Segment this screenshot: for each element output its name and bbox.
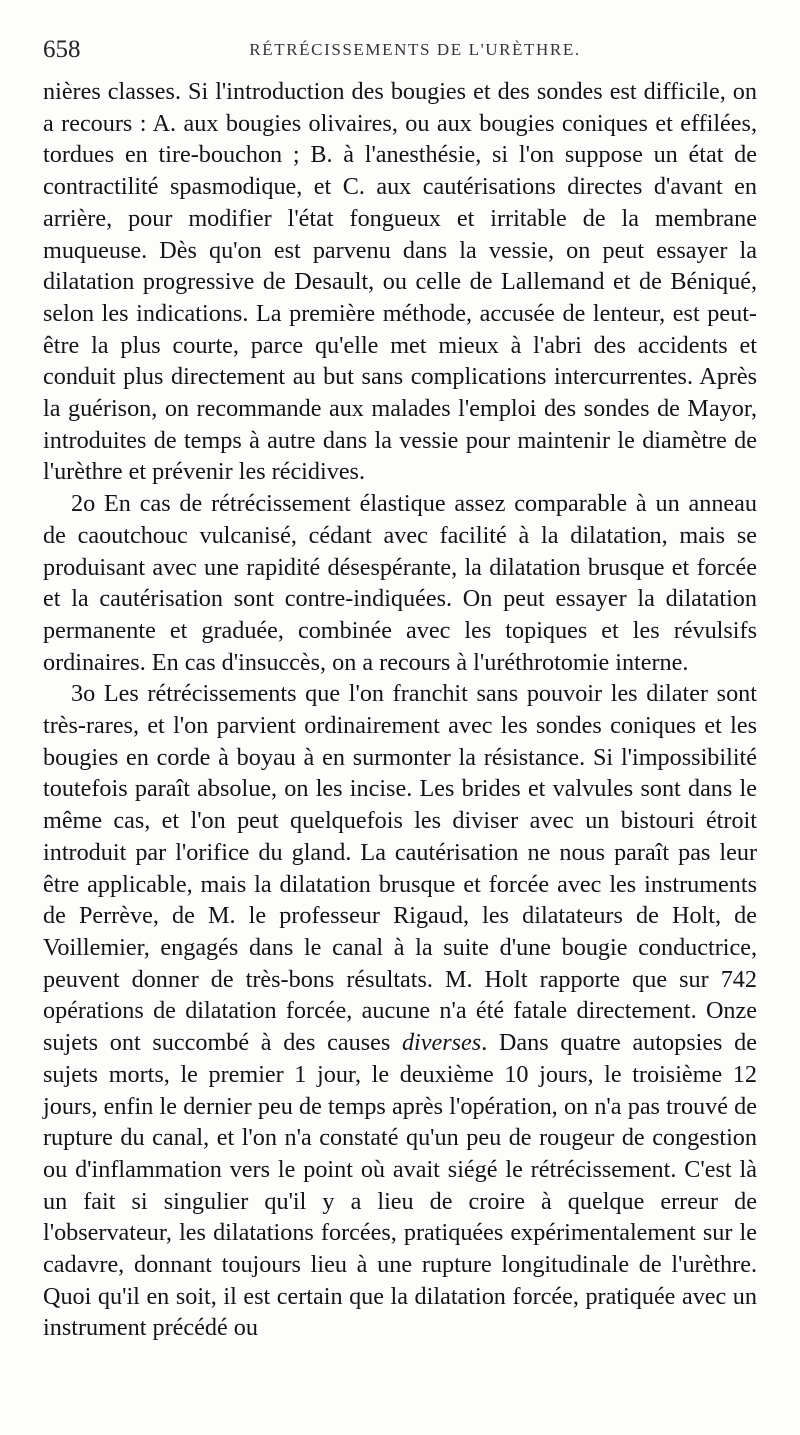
paragraph-continuation: nières classes. Si l'introduction des bougies et des sondes est difficile, on a recours : A. aux bougies olivaires, ou aux bougies coniques et effilées, tordues en tire-bouchon ; B. à l'anesthésie, si l'on suppose un état de contractilité spasmodique, et C. aux cautérisations directes d'avant en arrière, pour modifier l'état fongueux et irritable de la membrane muqueuse. Dès qu'on est parvenu dans la vessie, on peut essayer la dilatation progressive de Desault, ou celle de Lallemand et de Béniqué, selon les indications. La première méthode, accusée de lenteur, est peut-être la plus courte, parce qu'elle met mieux à l'abri des accidents et conduit plus directement au but sans complications intercurrentes. Après la guérison, on recommande aux malades l'emploi des sondes de Mayor, introduites de temps à autre dans la vessie pour maintenir le diamètre de l'urèthre et prévenir les récidives. [43,78,757,486]
paragraph-text-part: 3o Les rétrécissements que l'on franchit sans pouvoir les dilater sont très-rares, et l'on parvient ordinairement avec les sondes coniques et les bougies en corde à boyau à en surmonter la résistance. Si l'impossibilité toutefois paraît absolue, on les incise. Les brides et valvules sont dans le même cas, et l'on peut quelquefois les diviser avec un bistouri étroit introduit par l'orifice du gland. La cautérisation ne nous paraît pas leur être applicable, mais la dilatation brusque et forcée avec les instruments de Perrève, de M. le professeur Rigaud, les dilatateurs de Holt, de Voillemier, engagés dans le canal à la suite d'une bougie conductrice, peuvent donner de très-bons résultats. M. Holt rapporte que sur 742 opérations de dilatation forcée, aucune n'a été fatale directement. Onze sujets ont succombé à des causes [43,680,757,1057]
body-text [43,76,757,1344]
paragraph-rare-stricture [43,678,757,1344]
running-head: RÉTRÉCISSEMENTS DE L'URÈTHRE. [249,40,581,59]
paragraph-text-part: . Dans quatre autopsies de sujets morts, le premier 1 jour, le deuxième 10 jours, le troisième 12 jours, enfin le dernier peu de temps après l'opération, on n'a pas trouvé de rupture du canal, et l'on n'a constaté qu'un peu de rougeur de congestion ou d'inflammation vers le point où avait siégé le rétrécissement. C'est là un fait si singulier qu'il y a lieu de croire à quelque erreur de l'observateur, les dilatations forcées, pratiquées expérimentalement sur le cadavre, donnant toujours lieu à une rupture longitudinale de l'urèthre. Quoi qu'il en soit, il est certain que la dilatation forcée, pratiquée avec un instrument précédé ou [43,1029,757,1342]
paragraph-elastic-stricture: 2o En cas de rétrécissement élastique assez comparable à un anneau de caoutchouc vulcanisé, cédant avec facilité à la dilatation, mais se produisant avec une rapidité désespérante, la dilatation brusque et forcée et la cautérisation sont contre-indiquées. On peut essayer la dilatation permanente et graduée, combinée avec les topiques et les révulsifs ordinaires. En cas d'insuccès, on a recours à l'uréthrotomie interne. [43,490,757,676]
page-number: 658 [43,36,81,63]
italic-emphasis: diverses [401,1029,482,1057]
page-header [43,30,757,70]
